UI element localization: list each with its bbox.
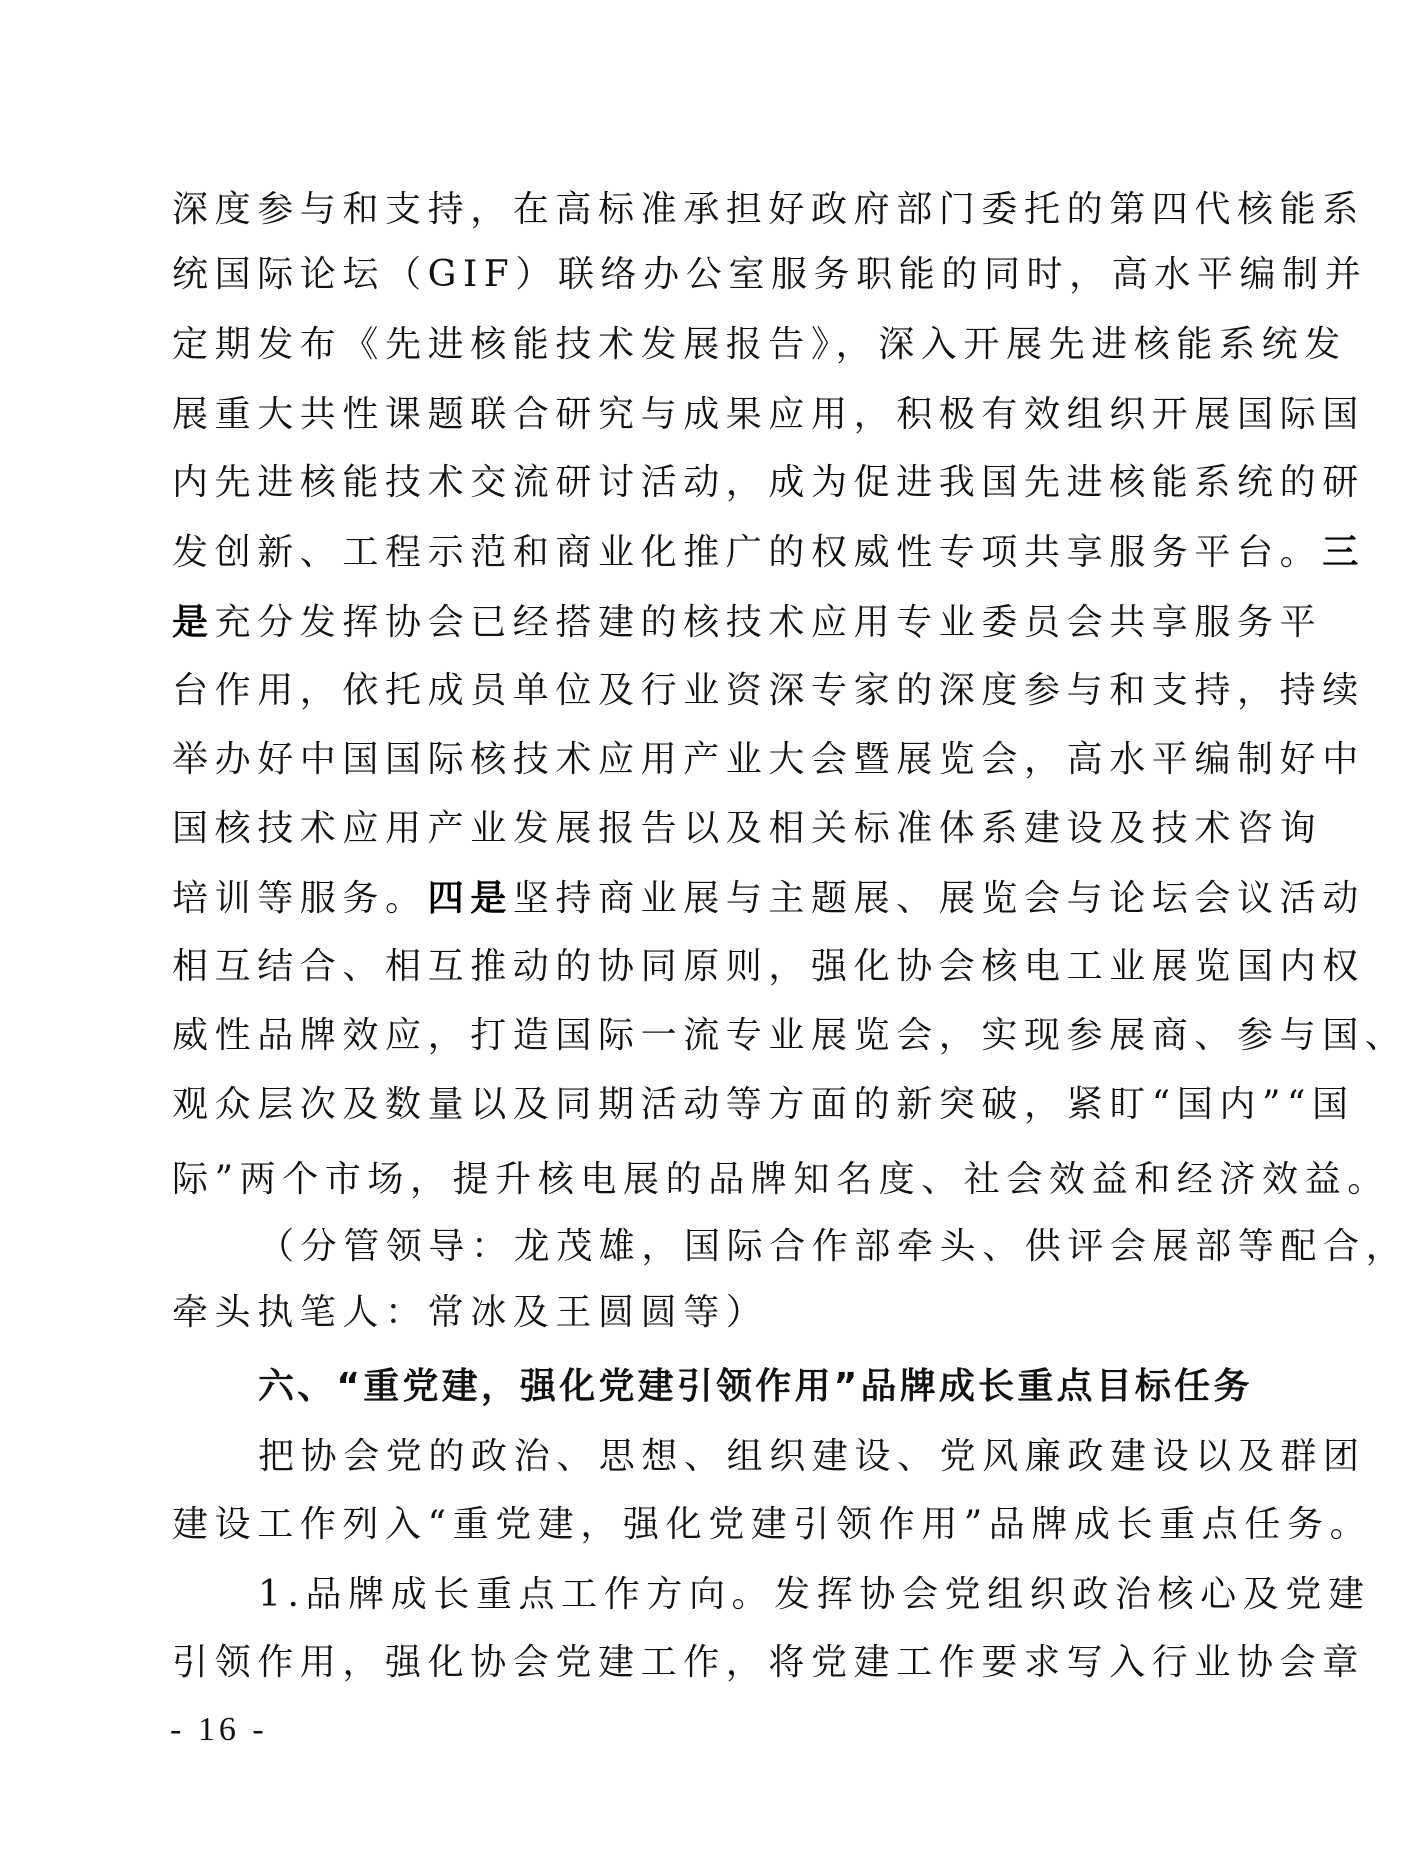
- body-line: [172, 730, 1365, 790]
- body-line: [172, 799, 1322, 859]
- line-text: 威性品牌效应，打造国际一流专业展览会，实现参展商、参与国、: [172, 1015, 1408, 1056]
- line-text: 充分发挥协会已经搭建的核技术应用专业委员会共享服务平: [214, 602, 1323, 643]
- body-line: [172, 592, 1322, 652]
- line-text: 国核技术应用产业发展报告以及相关标准体系建设及技术咨询: [172, 808, 1323, 849]
- body-line: [172, 315, 1347, 375]
- body-line: [172, 1150, 1390, 1210]
- body-line: [172, 245, 1367, 305]
- body-line: [172, 453, 1365, 513]
- body-line: [172, 937, 1365, 997]
- line-text: 发创新、工程示范和商业化推广的权威性专项共享服务平台。: [172, 532, 1323, 573]
- line-text: 展重大共性课题联合研究与成果应用，积极有效组织开展国际国: [172, 394, 1365, 435]
- line-text: （分管领导：龙茂雄，国际合作部牵头、供评会展部等配合，: [258, 1226, 1408, 1267]
- responsibility-note: [258, 1217, 1408, 1277]
- line-text: 定期发布《先进核能技术发展报告》，深入开展先进核能系统发: [172, 324, 1347, 365]
- responsibility-note: [172, 1283, 768, 1343]
- body-line: [172, 1075, 1355, 1135]
- heading-text: 六、“重党建，强化党建引领作用”品牌成长重点目标任务: [258, 1366, 1253, 1407]
- line-text: 把协会党的政治、思想、组织建设、党风廉政建设以及群团: [258, 1436, 1366, 1477]
- line-text: 观众层次及数量以及同期活动等方面的新突破，紧盯“国内”“国: [172, 1084, 1355, 1125]
- page-number: - 16 -: [170, 1711, 268, 1748]
- bold-ordinal: 三: [1322, 531, 1365, 573]
- body-line: [172, 180, 1365, 240]
- bold-ordinal: 是: [172, 601, 215, 643]
- line-text: 举办好中国国际核技术应用产业大会暨展览会，高水平编制好中: [172, 739, 1365, 780]
- line-text: 1.品牌成长重点工作方向。发挥协会党组织政治核心及党建: [258, 1574, 1371, 1615]
- line-text: 牵头执笔人：常冰及王圆圆等）: [172, 1292, 769, 1333]
- line-text: 统国际论坛（GIF）联络办公室服务职能的同时，高水平编制并: [172, 254, 1368, 295]
- body-line: [172, 1006, 1407, 1066]
- body-line: [172, 385, 1365, 445]
- body-line: [258, 1427, 1366, 1487]
- section-heading: [258, 1357, 1253, 1417]
- body-line: [172, 661, 1365, 721]
- body-line: [172, 1495, 1372, 1555]
- bold-ordinal: 四是: [427, 877, 513, 919]
- body-line: [172, 522, 1365, 582]
- body-line: [172, 868, 1365, 928]
- line-text: 引领作用，强化协会党建工作，将党建工作要求写入行业协会章: [172, 1642, 1365, 1683]
- line-text: 相互结合、相互推动的协同原则，强化协会核电工业展览国内权: [172, 946, 1365, 987]
- line-text: 培训等服务。: [172, 878, 428, 919]
- line-text: 内先进核能技术交流研讨活动，成为促进我国先进核能系统的研: [172, 462, 1365, 503]
- line-text: 建设工作列入“重党建，强化党建引领作用”品牌成长重点任务。: [172, 1504, 1373, 1545]
- line-text: 际”两个市场，提升核电展的品牌知名度、社会效益和经济效益。: [172, 1159, 1390, 1200]
- line-text: 深度参与和支持，在高标准承担好政府部门委托的第四代核能系: [172, 189, 1365, 230]
- body-line: [172, 1633, 1365, 1693]
- line-text: 台作用，依托成员单位及行业资深专家的深度参与和支持，持续: [172, 670, 1365, 711]
- body-line: [258, 1565, 1371, 1625]
- line-text: 坚持商业展与主题展、展览会与论坛会议活动: [512, 878, 1365, 919]
